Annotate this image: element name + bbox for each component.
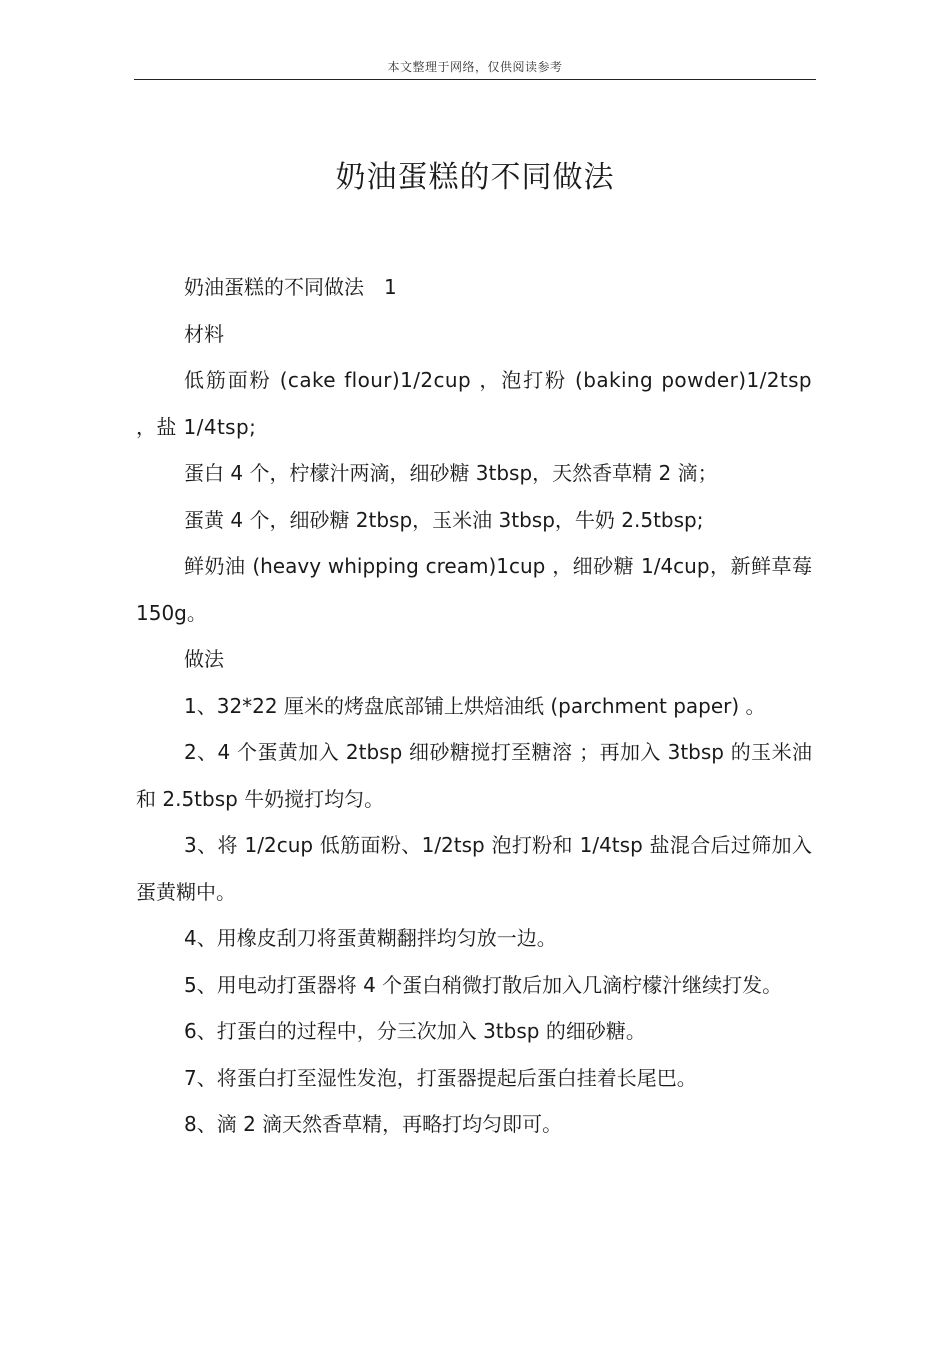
method-step: 5、用电动打蛋器将 4 个蛋白稍微打散后加入几滴柠檬汁继续打发。 bbox=[184, 972, 783, 997]
header-divider bbox=[134, 79, 816, 80]
method-label: 做法 bbox=[184, 647, 224, 671]
materials-line: 低筋面粉 (cake flour)1/2cup ，泡打粉 (baking powder)1/2tsp ，盐 1/4tsp; bbox=[136, 368, 812, 439]
materials-line: 鲜奶油 (heavy whipping cream)1cup ，细砂糖 1/4cup，新鲜草莓 150g。 bbox=[136, 554, 812, 625]
method-step: 1、32*22 厘米的烤盘底部铺上烘焙油纸 (parchment paper) 。 bbox=[184, 693, 766, 718]
page-header-note: 本文整理于网络，仅供阅读参考 bbox=[387, 60, 563, 74]
method-step: 8、滴 2 滴天然香草精，再略打均匀即可。 bbox=[184, 1112, 563, 1136]
method-step: 6、打蛋白的过程中，分三次加入 3tbsp 的细砂糖。 bbox=[184, 1019, 646, 1043]
method-step: 2、4 个蛋黄加入 2tbsp 细砂糖搅打至糖溶 ；再加入 3tbsp 的玉米油和 2.5tbsp 牛奶搅打均匀。 bbox=[136, 740, 812, 811]
document-title: 奶油蛋糕的不同做法 bbox=[335, 160, 615, 195]
method-step: 7、将蛋白打至湿性发泡，打蛋器提起后蛋白挂着长尾巴。 bbox=[184, 1065, 697, 1090]
materials-line: 蛋白 4 个，柠檬汁两滴，细砂糖 3tbsp，天然香草精 2 滴； bbox=[184, 461, 718, 485]
section-heading: 奶油蛋糕的不同做法 1 bbox=[184, 275, 397, 299]
document-body bbox=[136, 264, 812, 1148]
method-step: 3、将 1/2cup 低筋面粉、1/2tsp 泡打粉和 1/4tsp 盐混合后过筛加入蛋黄糊中。 bbox=[136, 833, 812, 904]
materials-label: 材料 bbox=[184, 321, 224, 346]
materials-line: 蛋黄 4 个，细砂糖 2tbsp，玉米油 3tbsp，牛奶 2.5tbsp; bbox=[184, 507, 704, 532]
method-step: 4、用橡皮刮刀将蛋黄糊翻拌均匀放一边。 bbox=[184, 926, 557, 950]
